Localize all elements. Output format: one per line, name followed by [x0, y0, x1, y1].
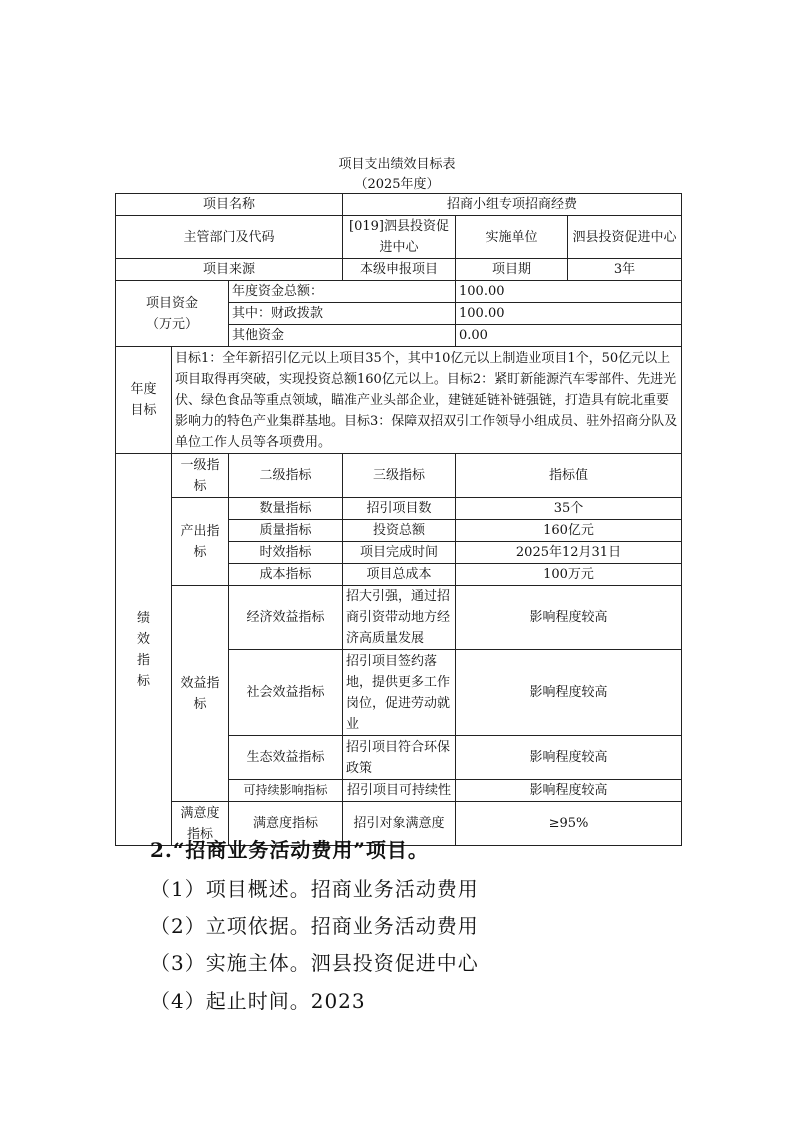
benefit-value: 影响程度较高 [456, 586, 682, 650]
satisfaction-value: ≥95% [456, 802, 682, 846]
perf-label-char: 指 [136, 652, 150, 668]
fund-fiscal-value: 100.00 [456, 303, 682, 325]
period-value: 3年 [568, 259, 682, 281]
section-item: （3）实施主体。泗县投资促进中心 [150, 951, 479, 975]
benefit-value: 影响程度较高 [456, 780, 682, 802]
satisfaction-label: 满意度指标 [172, 802, 229, 846]
section-item: （1）项目概述。招商业务活动费用 [150, 877, 479, 901]
section-item: （2）立项依据。招商业务活动费用 [150, 914, 479, 938]
table-year: （2025年度） [354, 177, 440, 192]
funds-label-line2: （万元） [145, 316, 198, 332]
section-heading: 2.“招商业务活动费用”项目。 [150, 838, 429, 862]
output-l2: 时效指标 [229, 542, 343, 564]
impl-label: 实施单位 [456, 216, 568, 259]
benefit-l3: 招引项目可持续性 [343, 780, 456, 802]
annual-goal-label-line2: 目标 [130, 403, 157, 418]
benefit-label: 效益指标 [172, 586, 229, 802]
fund-total-label: 年度资金总额： [229, 281, 456, 303]
perf-label-char: 标 [136, 673, 150, 689]
header-value: 指标值 [456, 454, 682, 498]
benefit-l3: 招引项目符合环保政策 [343, 736, 456, 780]
benefit-value: 影响程度较高 [456, 650, 682, 736]
output-value: 160亿元 [456, 520, 682, 542]
output-l3: 投资总额 [343, 520, 456, 542]
dept-label: 主管部门及代码 [116, 216, 343, 259]
perf-label [116, 454, 172, 846]
output-l2: 成本指标 [229, 564, 343, 586]
period-label: 项目期 [456, 259, 568, 281]
header-level1: 一级指标 [172, 454, 229, 498]
benefit-l2: 可持续影响指标 [229, 780, 343, 802]
output-l2: 质量指标 [229, 520, 343, 542]
fund-fiscal-label: 其中：财政拨款 [229, 303, 456, 325]
benefit-value: 影响程度较高 [456, 736, 682, 780]
funds-label-line1: 项目资金 [145, 295, 198, 311]
table-title: 项目支出绩效目标表 [338, 157, 456, 172]
header-level2: 二级指标 [229, 454, 343, 498]
impl-value: 泗县投资促进中心 [568, 216, 682, 259]
output-label: 产出指标 [172, 498, 229, 586]
benefit-l3: 招引项目签约落地，提供更多工作岗位，促进劳动就业 [343, 650, 456, 736]
dept-value: [019]泗县投资促进中心 [343, 216, 456, 259]
satisfaction-l3: 招引对象满意度 [343, 802, 456, 846]
performance-goal-table [115, 193, 682, 846]
annual-goal-text: 目标1：全年新招引亿元以上项目35个，其中10亿元以上制造业项目1个，50亿元以上项目取得再突破，实现投资总额160亿元以上。目标2：紧盯新能源汽车零部件、先进光伏、绿色食品等重点领域，瞄准产业头部企业，建链延链补链强链，打造具有皖北重要影响力的特色产业集群基地。目标3：保障双招双引工作领导小组成员、驻外招商分队及单位工作人员等各项费用。 [172, 347, 682, 454]
source-value: 本级申报项目 [343, 259, 456, 281]
header-level3: 三级指标 [343, 454, 456, 498]
funds-label [116, 281, 229, 347]
benefit-l2: 社会效益指标 [229, 650, 343, 736]
benefit-l3: 招大引强，通过招商引资带动地方经济高质量发展 [343, 586, 456, 650]
source-label: 项目来源 [116, 259, 343, 281]
output-l3: 招引项目数 [343, 498, 456, 520]
annual-goal-label-line1: 年度 [130, 382, 157, 397]
project-name-value: 招商小组专项招商经费 [343, 194, 682, 216]
project-name-label: 项目名称 [116, 194, 343, 216]
output-l3: 项目总成本 [343, 564, 456, 586]
benefit-l2: 经济效益指标 [229, 586, 343, 650]
output-l2: 数量指标 [229, 498, 343, 520]
output-value: 100万元 [456, 564, 682, 586]
perf-label-char: 效 [136, 631, 150, 647]
fund-other-value: 0.00 [456, 325, 682, 347]
output-value: 35个 [456, 498, 682, 520]
fund-total-value: 100.00 [456, 281, 682, 303]
output-l3: 项目完成时间 [343, 542, 456, 564]
satisfaction-l2: 满意度指标 [229, 802, 343, 846]
output-value: 2025年12月31日 [456, 542, 682, 564]
perf-label-char: 绩 [136, 610, 150, 626]
benefit-l2: 生态效益指标 [229, 736, 343, 780]
annual-goal-label [116, 347, 172, 454]
section-item: （4）起止时间。2023 [150, 989, 366, 1013]
fund-other-label: 其他资金 [229, 325, 456, 347]
